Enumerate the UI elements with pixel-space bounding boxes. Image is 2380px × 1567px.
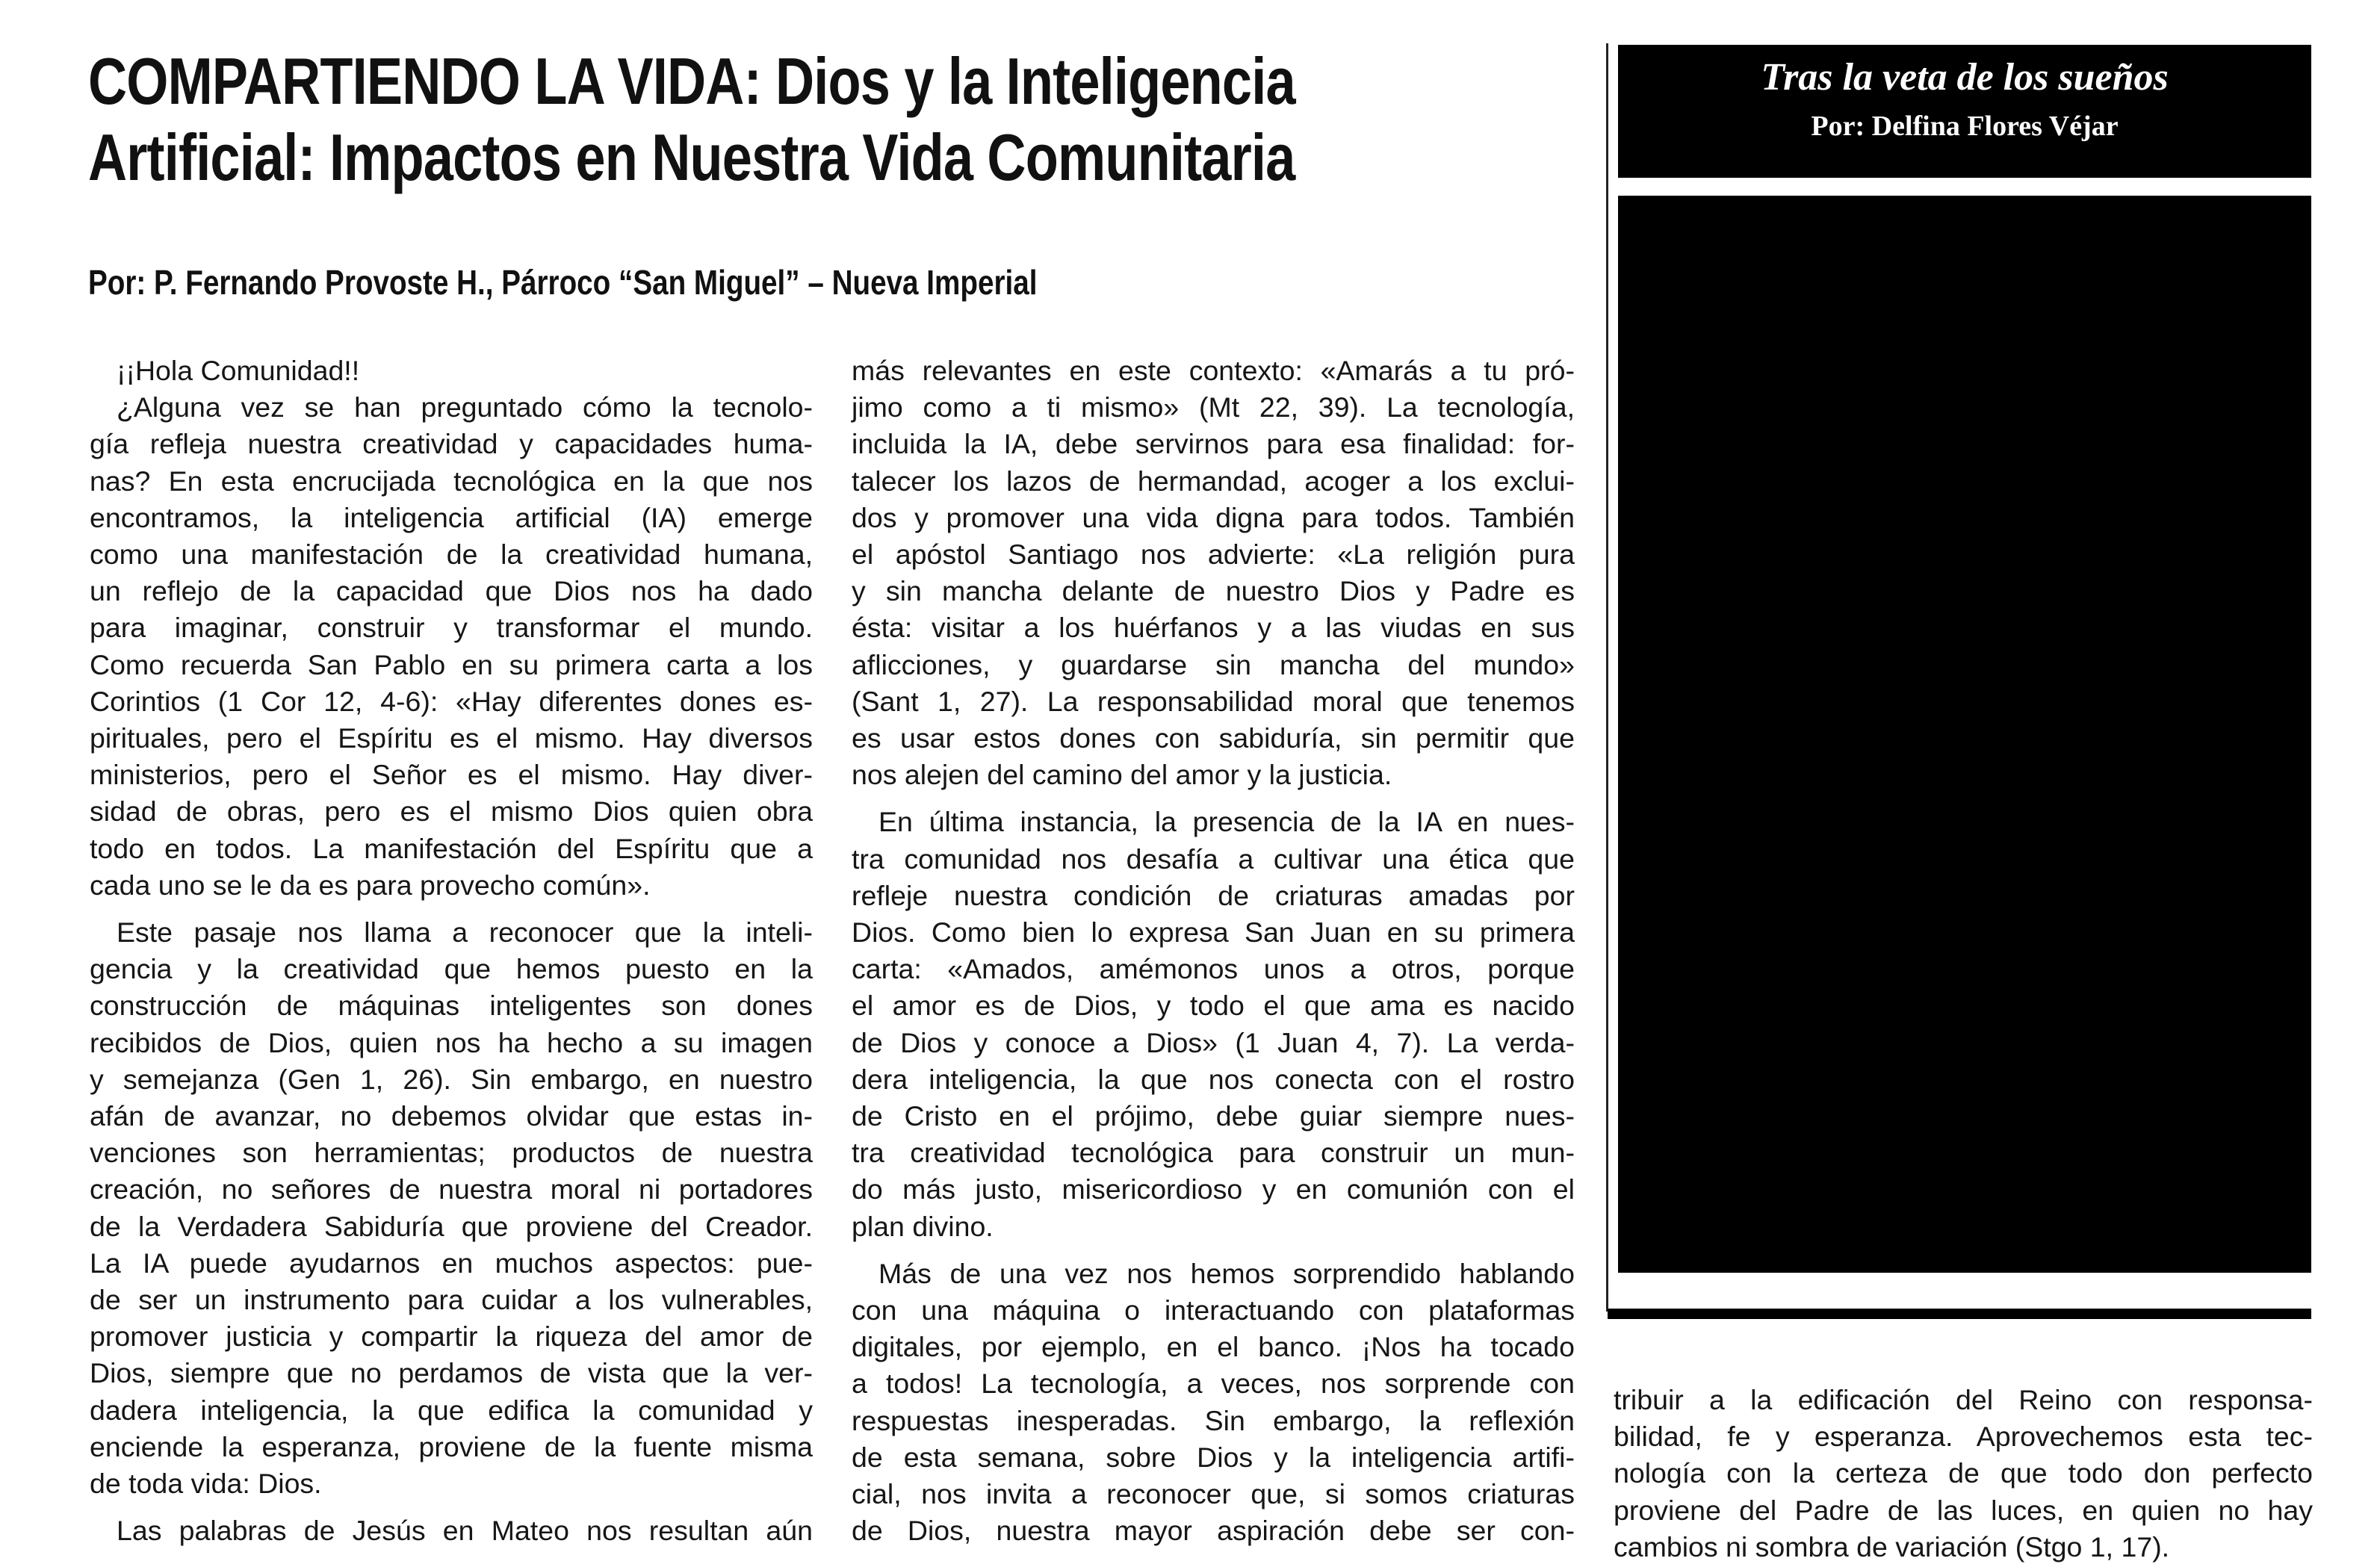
text-line: (Sant 1, 27). La responsabilidad moral que tenemos: [852, 685, 1575, 717]
text-line: talecer los lazos de hermandad, acoger a los exclui-: [852, 465, 1575, 497]
text-line: Como recuerda San Pablo en su primera carta a los: [90, 648, 813, 680]
text-line: el apóstol Santiago nos advierte: «La religión pura: [852, 539, 1575, 571]
headline-line-1: COMPARTIENDO LA VIDA: Dios y la Inteligencia: [88, 44, 1295, 118]
text-line: carta: «Amados, amémonos unos a otros, porque: [852, 953, 1575, 985]
text-line: nos alejen del camino del amor y la justicia.: [852, 759, 1392, 791]
text-line: nología con la certeza de que todo don perfecto: [1614, 1457, 2313, 1489]
text-line: La IA puede ayudarnos en muchos aspectos: pue-: [90, 1247, 813, 1279]
text-line: nas? En esta encrucijada tecnológica en la que nos: [90, 465, 813, 497]
text-line: encontramos, la inteligencia artificial (IA) emerge: [90, 501, 813, 533]
text-line: y sin mancha delante de nuestro Dios y Padre es: [852, 575, 1575, 607]
sidebar-bottom-rule: [1608, 1309, 2311, 1319]
text-line: de la Verdadera Sabiduría que proviene del Creador.: [90, 1210, 813, 1242]
headline-line-2: Artificial: Impactos en Nuestra Vida Comunitaria: [88, 120, 1295, 194]
text-line: ¡¡Hola Comunidad!!: [117, 355, 360, 386]
text-line: respuestas inesperadas. Sin embargo, la reflexión: [852, 1404, 1575, 1436]
text-line: tra comunidad nos desafía a cultivar una ética que: [852, 843, 1575, 875]
text-line: un reflejo de la capacidad que Dios nos ha dado: [90, 575, 813, 607]
text-line: bilidad, fe y esperanza. Aprovechemos esta tec-: [1614, 1421, 2313, 1453]
text-line: todo en todos. La manifestación del Espíritu que a: [90, 832, 813, 864]
text-line: de ser un instrumento para cuidar a los vulnerables,: [90, 1284, 813, 1316]
text-line: cambios ni sombra de variación (Stgo 1, 17).: [1614, 1530, 2170, 1563]
text-line: el amor es de Dios, y todo el que ama es nacido: [852, 990, 1575, 1022]
article-column-1: [90, 353, 813, 1550]
text-line: jimo como a ti mismo» (Mt 22, 39). La tecnología,: [852, 391, 1575, 423]
text-line: con una máquina o interactuando con plataformas: [852, 1294, 1575, 1326]
text-line: construcción de máquinas inteligentes son dones: [90, 990, 813, 1022]
text-line: gía refleja nuestra creatividad y capacidades huma-: [90, 428, 813, 460]
text-line: afán de avanzar, no debemos olvidar que estas in-: [90, 1100, 813, 1132]
sidebar-title: Tras la veta de los sueños: [1761, 56, 2169, 99]
text-line: a todos! La tecnología, a veces, nos sorprende con: [852, 1368, 1575, 1400]
text-line: cada uno se le da es para provecho común».: [90, 869, 651, 901]
text-line: incluida la IA, debe servirnos para esa finalidad: for-: [852, 428, 1575, 460]
text-line: Dios. Como bien lo expresa San Juan en su primera: [852, 916, 1575, 949]
sidebar-image-placeholder: [1618, 196, 2311, 1273]
sidebar-author: Por: Delfina Flores Véjar: [1811, 111, 2119, 142]
text-line: aflicciones, y guardarse sin mancha del mundo»: [852, 648, 1575, 680]
text-line: es usar estos dones con sabiduría, sin permitir que: [852, 722, 1575, 754]
text-line: sidad de obras, pero es el mismo Dios quien obra: [90, 795, 813, 828]
text-line: do más justo, misericordioso y en comunión con el: [852, 1173, 1575, 1205]
text-line: digitales, por ejemplo, en el banco. ¡Nos ha tocado: [852, 1331, 1575, 1363]
text-line: En última instancia, la presencia de la IA en nues-: [878, 806, 1575, 838]
text-line: tribuir a la edificación del Reino con responsa-: [1614, 1384, 2313, 1415]
text-line: proviene del Padre de las luces, en quien no hay: [1614, 1494, 2313, 1526]
article-column-2: [852, 353, 1575, 1550]
text-line: gencia y la creatividad que hemos puesto en la: [90, 953, 813, 985]
text-line: plan divino.: [852, 1210, 994, 1242]
text-line: de Dios, nuestra mayor aspiración debe ser con-: [852, 1515, 1575, 1547]
text-line: dadera inteligencia, la que edifica la comunidad y: [90, 1394, 813, 1426]
text-line: ésta: visitar a los huérfanos y a las viudas en sus: [852, 612, 1575, 644]
article-column-3: [1614, 1382, 2313, 1566]
article-headline: [88, 43, 1295, 196]
text-line: dera inteligencia, la que nos conecta con el rostro: [852, 1063, 1575, 1095]
text-line: pirituales, pero el Espíritu es el mismo. Hay diversos: [90, 722, 813, 754]
text-line: promover justicia y compartir la riqueza del amor de: [90, 1321, 813, 1353]
column-divider: [1606, 43, 1608, 1312]
text-line: Este pasaje nos llama a reconocer que la inteli-: [117, 916, 813, 949]
text-line: de esta semana, sobre Dios y la inteligencia artifi-: [852, 1441, 1575, 1473]
text-line: como una manifestación de la creatividad humana,: [90, 539, 813, 571]
sidebar-header: [1618, 45, 2311, 178]
text-line: y semejanza (Gen 1, 26). Sin embargo, en nuestro: [90, 1063, 813, 1095]
text-line: creación, no señores de nuestra moral ni portadores: [90, 1173, 813, 1205]
text-line: cial, nos invita a reconocer que, si somos criaturas: [852, 1478, 1575, 1510]
text-line: más relevantes en este contexto: «Amarás a tu pró-: [852, 355, 1575, 386]
text-line: recibidos de Dios, quien nos ha hecho a su imagen: [90, 1026, 813, 1058]
text-line: ministerios, pero el Señor es el mismo. Hay diver-: [90, 759, 813, 791]
text-line: de Cristo en el prójimo, debe guiar siempre nues-: [852, 1100, 1575, 1132]
text-line: de toda vida: Dios.: [90, 1468, 322, 1500]
text-line: de Dios y conoce a Dios» (1 Juan 4, 7). La verda-: [852, 1026, 1575, 1058]
text-line: enciende la esperanza, proviene de la fuente misma: [90, 1430, 813, 1462]
text-line: para imaginar, construir y transformar el mundo.: [90, 612, 813, 644]
text-line: ¿Alguna vez se han preguntado cómo la tecnolo-: [117, 391, 813, 423]
text-line: Corintios (1 Cor 12, 4-6): «Hay diferentes dones es-: [90, 685, 813, 717]
article-byline: Por: P. Fernando Provoste H., Párroco “San Miguel” – Nueva Imperial: [88, 263, 1038, 302]
text-line: dos y promover una vida digna para todos. También: [852, 501, 1575, 533]
text-line: tra creatividad tecnológica para construir un mun-: [852, 1137, 1575, 1169]
text-line: Dios, siempre que no perdamos de vista que la ver-: [90, 1357, 813, 1389]
text-line: refleje nuestra condición de criaturas amadas por: [852, 879, 1575, 911]
text-line: venciones son herramientas; productos de nuestra: [90, 1137, 813, 1169]
text-line: Las palabras de Jesús en Mateo nos resultan aún: [117, 1515, 813, 1547]
text-line: Más de una vez nos hemos sorprendido hablando: [878, 1257, 1575, 1289]
